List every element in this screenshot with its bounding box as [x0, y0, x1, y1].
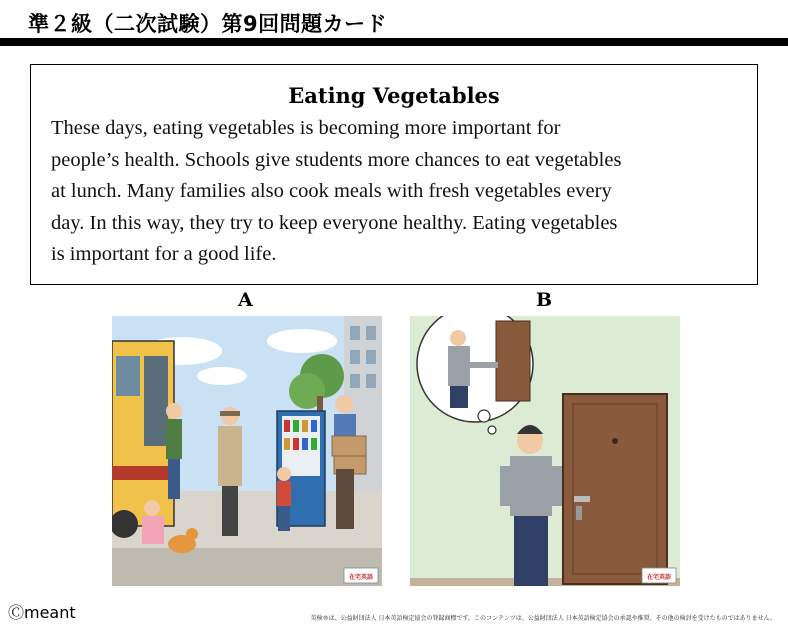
picture-b-badge: 在宅英語	[646, 574, 672, 581]
copyright-text: Ⓒmeant	[8, 603, 76, 622]
picture-a-badge: 在宅英語	[348, 574, 374, 581]
trademark-note: 英検®は、公益財団法人 日本英語検定協会の登録商標です。このコンテンツは、公益財団法人 日本英語検定協会の承認や推奨、その他の検討を受けたものではありません。	[310, 615, 776, 622]
picture-a-illustration	[112, 316, 382, 586]
passage-body	[51, 113, 751, 271]
passage-line: people’s health. Schools give students more chances to eat vegetables	[51, 148, 622, 171]
picture-b-illustration	[410, 316, 680, 586]
passage-title: Eating Vegetables	[288, 83, 500, 108]
passage-box	[30, 64, 758, 285]
passage-line: day. In this way, they try to keep everyone healthy. Eating vegetables	[51, 211, 618, 234]
passage-line: at lunch. Many families also cook meals with fresh vegetables every	[51, 180, 612, 202]
picture-b-label: B	[536, 289, 553, 311]
header-rule	[0, 38, 788, 46]
passage-line: is important for a good life.	[51, 243, 277, 265]
picture-a-label: A	[238, 289, 253, 311]
passage-line: These days, eating vegetables is becoming more important for	[51, 117, 561, 139]
page-title: 準２級（二次試験）第9回問題カード	[28, 12, 388, 36]
